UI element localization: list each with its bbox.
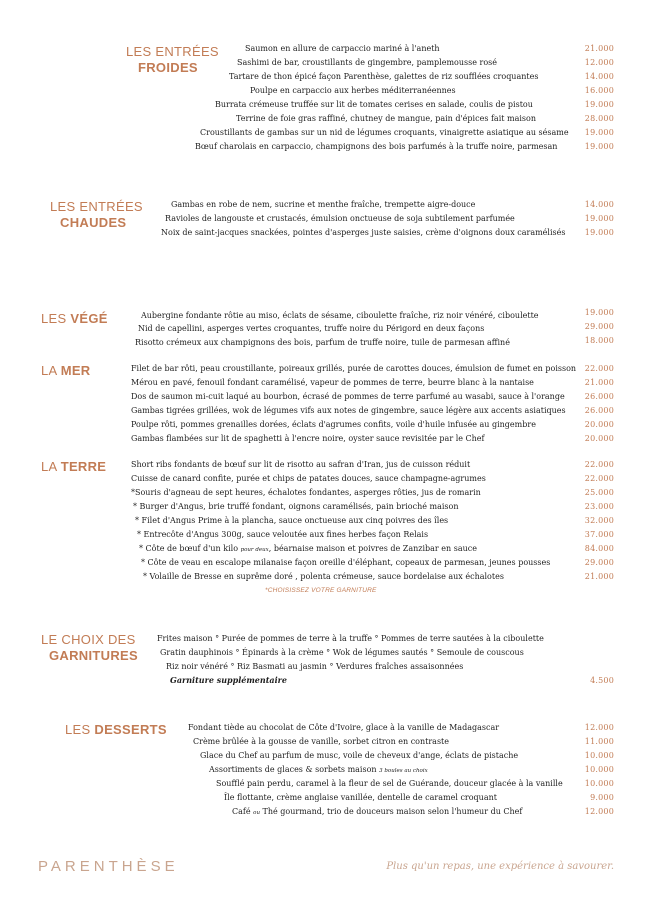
menu-item: Ravioles de langouste et crustacés, émulsion onctueuse de soja subtilement parfumée bbox=[165, 214, 515, 223]
menu-item-price: 25.000 bbox=[584, 488, 614, 497]
menu-item-price: 19.000 bbox=[584, 308, 614, 317]
menu-item: * Burger d'Angus, brie truffé fondant, oignons caramélisés, pain brioché maison bbox=[133, 502, 459, 511]
menu-item-price: 10.000 bbox=[584, 765, 614, 774]
menu-item: Filet de bar rôti, peau croustillante, poireaux grillés, purée de carottes douces, émulsion de fumet en poisson bbox=[131, 364, 577, 373]
section-title-light: LES bbox=[41, 311, 71, 326]
menu-item: Noix de saint-jacques snackées, pointes d'asperges juste saisies, crème d'oignons doux caramélisés bbox=[161, 228, 566, 237]
menu-item-small-note: 3 boules au choix bbox=[379, 768, 428, 774]
menu-item bbox=[209, 764, 428, 777]
menu-item: Nid de capellini, asperges vertes croquantes, truffe noire du Périgord en deux façons bbox=[138, 324, 485, 333]
menu-item bbox=[139, 543, 477, 556]
menu-item-price: 29.000 bbox=[584, 558, 614, 567]
section-title-garnitures bbox=[41, 632, 138, 664]
menu-item-price: 12.000 bbox=[584, 807, 614, 816]
section-title-entrees-froides bbox=[126, 44, 219, 76]
section-title-line2: FROIDES bbox=[138, 60, 198, 75]
menu-item-price: 26.000 bbox=[584, 392, 614, 401]
menu-item-text-cont: Thé gourmand, trio de douceurs maison selon l'humeur du Chef bbox=[260, 807, 523, 816]
menu-item-price: 23.000 bbox=[584, 502, 614, 511]
menu-item-text: * Côte de bœuf d'un kilo bbox=[139, 544, 239, 553]
footer-tagline: Plus qu'un repas, une expérience à savourer. bbox=[386, 861, 614, 872]
menu-item-small-note: ou bbox=[253, 810, 260, 816]
menu-item-price: 20.000 bbox=[584, 434, 614, 443]
menu-item: *Souris d'agneau de sept heures, échalotes fondantes, asperges rôties, jus de romarin bbox=[131, 488, 481, 497]
menu-item bbox=[232, 806, 522, 819]
menu-item: Bœuf charolais en carpaccio, champignons des bois parfumés à la truffe noire, parmesan bbox=[195, 142, 558, 151]
menu-item-text-cont: , béarnaise maison et poivres de Zanzibar en sauce bbox=[268, 544, 477, 553]
section-title-bold: DESSERTS bbox=[94, 722, 167, 737]
menu-item-price: 19.000 bbox=[584, 142, 614, 151]
menu-item: Tartare de thon épicé façon Parenthèse, galettes de riz soufflées croquantes bbox=[229, 72, 539, 81]
section-title-desserts bbox=[65, 722, 167, 738]
menu-item-price: 37.000 bbox=[584, 530, 614, 539]
menu-item: Mérou en pavé, fenouil fondant caramélisé, vapeur de pommes de terre, beurre blanc à la nantaise bbox=[131, 378, 534, 387]
menu-item: Île flottante, crème anglaise vanillée, dentelle de caramel croquant bbox=[224, 793, 497, 802]
section-title-light: LA bbox=[41, 459, 61, 474]
menu-item-price: 18.000 bbox=[584, 336, 614, 345]
section-title-line1: LE CHOIX DES bbox=[41, 632, 136, 647]
menu-item: Sashimi de bar, croustillants de gingembre, pamplemousse rosé bbox=[237, 58, 497, 67]
menu-item: * Entrecôte d'Angus 300g, sauce veloutée aux fines herbes façon Relais bbox=[137, 530, 429, 539]
menu-item-price: 10.000 bbox=[584, 751, 614, 760]
menu-item: Saumon en allure de carpaccio mariné à l'aneth bbox=[245, 44, 440, 53]
menu-item: Fondant tiède au chocolat de Côte d'Ivoire, glace à la vanille de Madagascar bbox=[188, 723, 500, 732]
menu-item: Gambas tigrées grillées, wok de légumes vifs aux notes de gingembre, sauce légère aux accents asiatiques bbox=[131, 406, 566, 415]
section-title-light: LES bbox=[65, 722, 95, 737]
menu-item-price: 11.000 bbox=[584, 737, 614, 746]
menu-item-price: 14.000 bbox=[584, 200, 614, 209]
section-title-vege bbox=[41, 311, 108, 327]
menu-item: Croustillants de gambas sur un nid de légumes croquants, vinaigrette asiatique au sésame bbox=[200, 128, 569, 137]
menu-item-price: 19.000 bbox=[584, 214, 614, 223]
menu-item-price: 28.000 bbox=[584, 114, 614, 123]
menu-item: Short ribs fondants de bœuf sur lit de risotto au safran d'Iran, jus de cuisson réduit bbox=[131, 460, 471, 469]
menu-item-price: 16.000 bbox=[584, 86, 614, 95]
menu-item: * Volaille de Bresse en suprême doré , polenta crémeuse, sauce bordelaise aux échalotes bbox=[143, 572, 504, 581]
menu-item-price: 19.000 bbox=[584, 100, 614, 109]
garniture-line: Riz noir vénéré ° Riz Basmati au jasmin ° Verdures fraîches assaisonnées bbox=[166, 662, 464, 671]
menu-item: Soufflé pain perdu, caramel à la fleur de sel de Guérande, douceur glacée à la vanille bbox=[216, 779, 563, 788]
menu-item: Crème brûlée à la gousse de vanille, sorbet citron en contraste bbox=[193, 737, 449, 746]
menu-item-price: 19.000 bbox=[584, 128, 614, 137]
menu-item-price: 19.000 bbox=[584, 228, 614, 237]
menu-item: Poulpe en carpaccio aux herbes méditerranéennes bbox=[250, 86, 456, 95]
menu-item-price: 22.000 bbox=[584, 460, 614, 469]
section-title-line1: LES ENTRÉES bbox=[126, 44, 219, 59]
brand-logo: PARENTHÈSE bbox=[38, 858, 179, 875]
menu-item: Burrata crémeuse truffée sur lit de tomates cerises en salade, coulis de pistou bbox=[215, 100, 533, 109]
menu-item-price: 84.000 bbox=[584, 544, 614, 553]
menu-item-text: Café bbox=[232, 807, 251, 816]
menu-item-price: 22.000 bbox=[584, 364, 614, 373]
menu-item: * Côte de veau en escalope milanaise façon oreille d'éléphant, copeaux de parmesan, jeunes pousses bbox=[141, 558, 551, 567]
menu-item-price: 12.000 bbox=[584, 58, 614, 67]
garniture-line: Gratin dauphinois ° Épinards à la crème ° Wok de légumes sautés ° Semoule de couscous bbox=[160, 648, 524, 657]
menu-item-text: Assortiments de glaces & sorbets maison bbox=[209, 765, 377, 774]
section-title-line2: CHAUDES bbox=[60, 215, 127, 230]
section-title-light: LA bbox=[41, 363, 61, 378]
menu-item-price: 21.000 bbox=[584, 572, 614, 581]
menu-item: Dos de saumon mi-cuit laqué au bourbon, écrasé de pommes de terre parfumé au wasabi, sauce à l'orange bbox=[131, 392, 565, 401]
menu-item: Risotto crémeux aux champignons des bois, parfum de truffe noire, tuile de parmesan affiné bbox=[135, 338, 510, 347]
menu-item: * Filet d'Angus Prime à la plancha, sauce onctueuse aux cinq poivres des îles bbox=[135, 516, 449, 525]
section-title-terre bbox=[41, 459, 106, 475]
menu-item: Terrine de foie gras raffiné, chutney de mangue, pain d'épices fait maison bbox=[236, 114, 536, 123]
section-title-bold: TERRE bbox=[60, 459, 107, 474]
menu-item-price: 9.000 bbox=[590, 793, 614, 802]
menu-item-price: 12.000 bbox=[584, 723, 614, 732]
menu-item: Gambas flambées sur lit de spaghetti à l'encre noire, oyster sauce revisitée par le Chef bbox=[131, 434, 485, 443]
menu-item-price: 21.000 bbox=[584, 378, 614, 387]
menu-item-price: 20.000 bbox=[584, 420, 614, 429]
menu-item-price: 32.000 bbox=[584, 516, 614, 525]
menu-item-price: 14.000 bbox=[584, 72, 614, 81]
menu-item-price: 29.000 bbox=[584, 322, 614, 331]
garniture-line: Frites maison ° Purée de pommes de terre à la truffe ° Pommes de terre sautées à la ciboulette bbox=[157, 634, 544, 643]
section-title-line1: LES ENTRÉES bbox=[50, 199, 143, 214]
menu-item-small-note: pour deux bbox=[240, 547, 269, 553]
section-title-entrees-chaudes bbox=[50, 199, 143, 231]
garniture-extra-label: Garniture supplémentaire bbox=[170, 675, 287, 685]
menu-item: Aubergine fondante rôtie au miso, éclats de sésame, ciboulette fraîche, riz noir vénéré, ciboulette bbox=[141, 311, 539, 320]
section-title-mer bbox=[41, 363, 91, 379]
section-title-bold: VÉGÉ bbox=[70, 311, 108, 326]
menu-item: Gambas en robe de nem, sucrine et menthe fraîche, trempette aigre-douce bbox=[171, 200, 476, 209]
menu-item-price: 10.000 bbox=[584, 779, 614, 788]
menu-item: Cuisse de canard confite, purée et chips de patates douces, sauce champagne-agrumes bbox=[131, 474, 486, 483]
garniture-extra-price: 4.500 bbox=[590, 676, 614, 685]
section-title-line2: GARNITURES bbox=[49, 648, 138, 663]
menu-item: Glace du Chef au parfum de musc, voile de cheveux d'ange, éclats de pistache bbox=[200, 751, 519, 760]
menu-item-price: 21.000 bbox=[584, 44, 614, 53]
menu-item-price: 26.000 bbox=[584, 406, 614, 415]
garniture-note: *CHOISISSEZ VOTRE GARNITURE bbox=[265, 587, 377, 594]
menu-item: Poulpe rôti, pommes grenailles dorées, éclats d'agrumes confits, voile d'huile infusée au gingembre bbox=[131, 420, 536, 429]
section-title-bold: MER bbox=[60, 363, 91, 378]
menu-item-price: 22.000 bbox=[584, 474, 614, 483]
